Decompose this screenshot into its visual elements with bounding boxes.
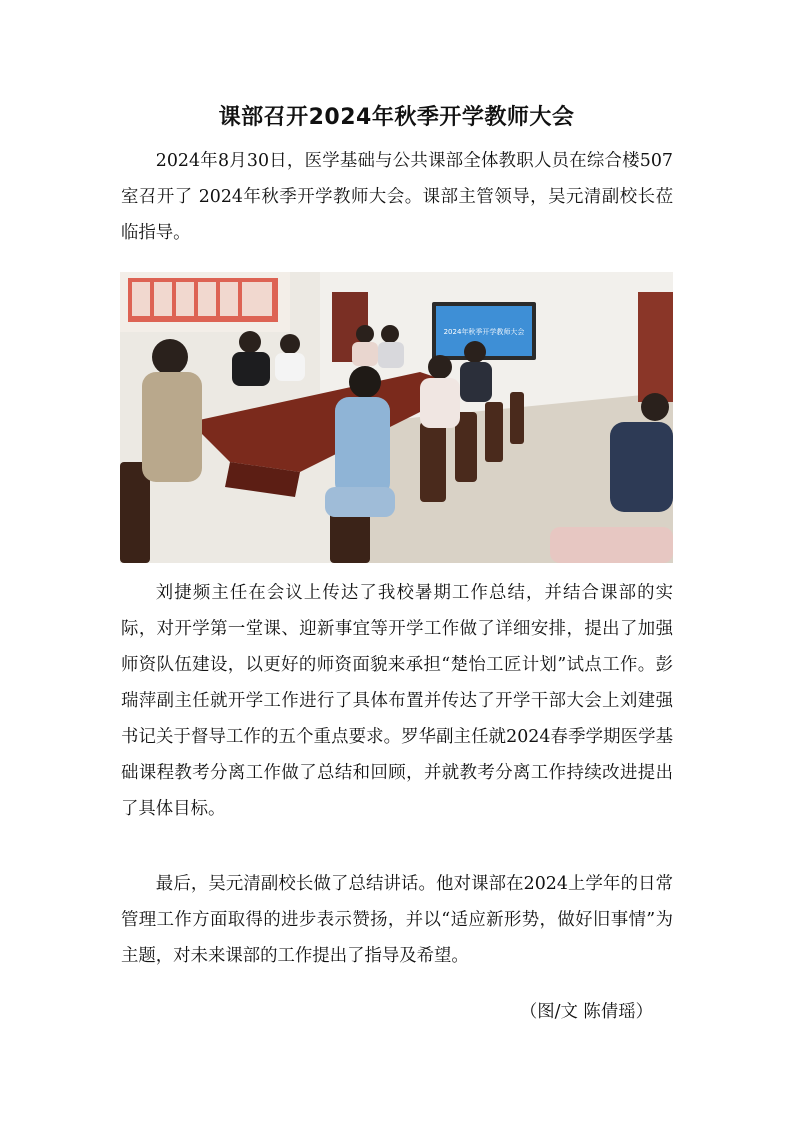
paragraph-intro: 2024年8月30日，医学基础与公共课部全体教职人员在综合楼507室召开了 2024年秋季开学教师大会。课部主管领导，吴元清副校长莅临指导。	[121, 151, 673, 243]
screen-text: 2024年秋季开学教师大会	[443, 328, 525, 336]
article-title: 课部召开2024年秋季开学教师大会	[218, 105, 575, 130]
paragraph-director-report: 刘捷频主任在会议上传达了我校暑期工作总结，并结合课部的实际，对开学第一堂课、迎新事宜等开学工作做了详细安排，提出了加强师资队伍建设，以更好的师资面貌来承担“楚怡工匠计划”试点工作。彭瑞萍副主任就开学工作进行了具体布置并传达了开学干部大会上刘建强书记关于督导工作的五个重点要求。罗华副主任就2024春季学期医学基础课程教考分离工作做了总结和回顾，并就教考分离工作持续改进提出了具体目标。	[121, 583, 673, 819]
paragraph-closing-speech: 最后，吴元清副校长做了总结讲话。他对课部在2024上学年的日常管理工作方面取得的进步表示赞扬，并以“适应新形势，做好旧事情”为主题，对未来课部的工作提出了指导及希望。	[121, 874, 673, 966]
meeting-photo	[120, 272, 673, 563]
author-credit: （图/文 陈倩瑶）	[519, 1002, 653, 1022]
